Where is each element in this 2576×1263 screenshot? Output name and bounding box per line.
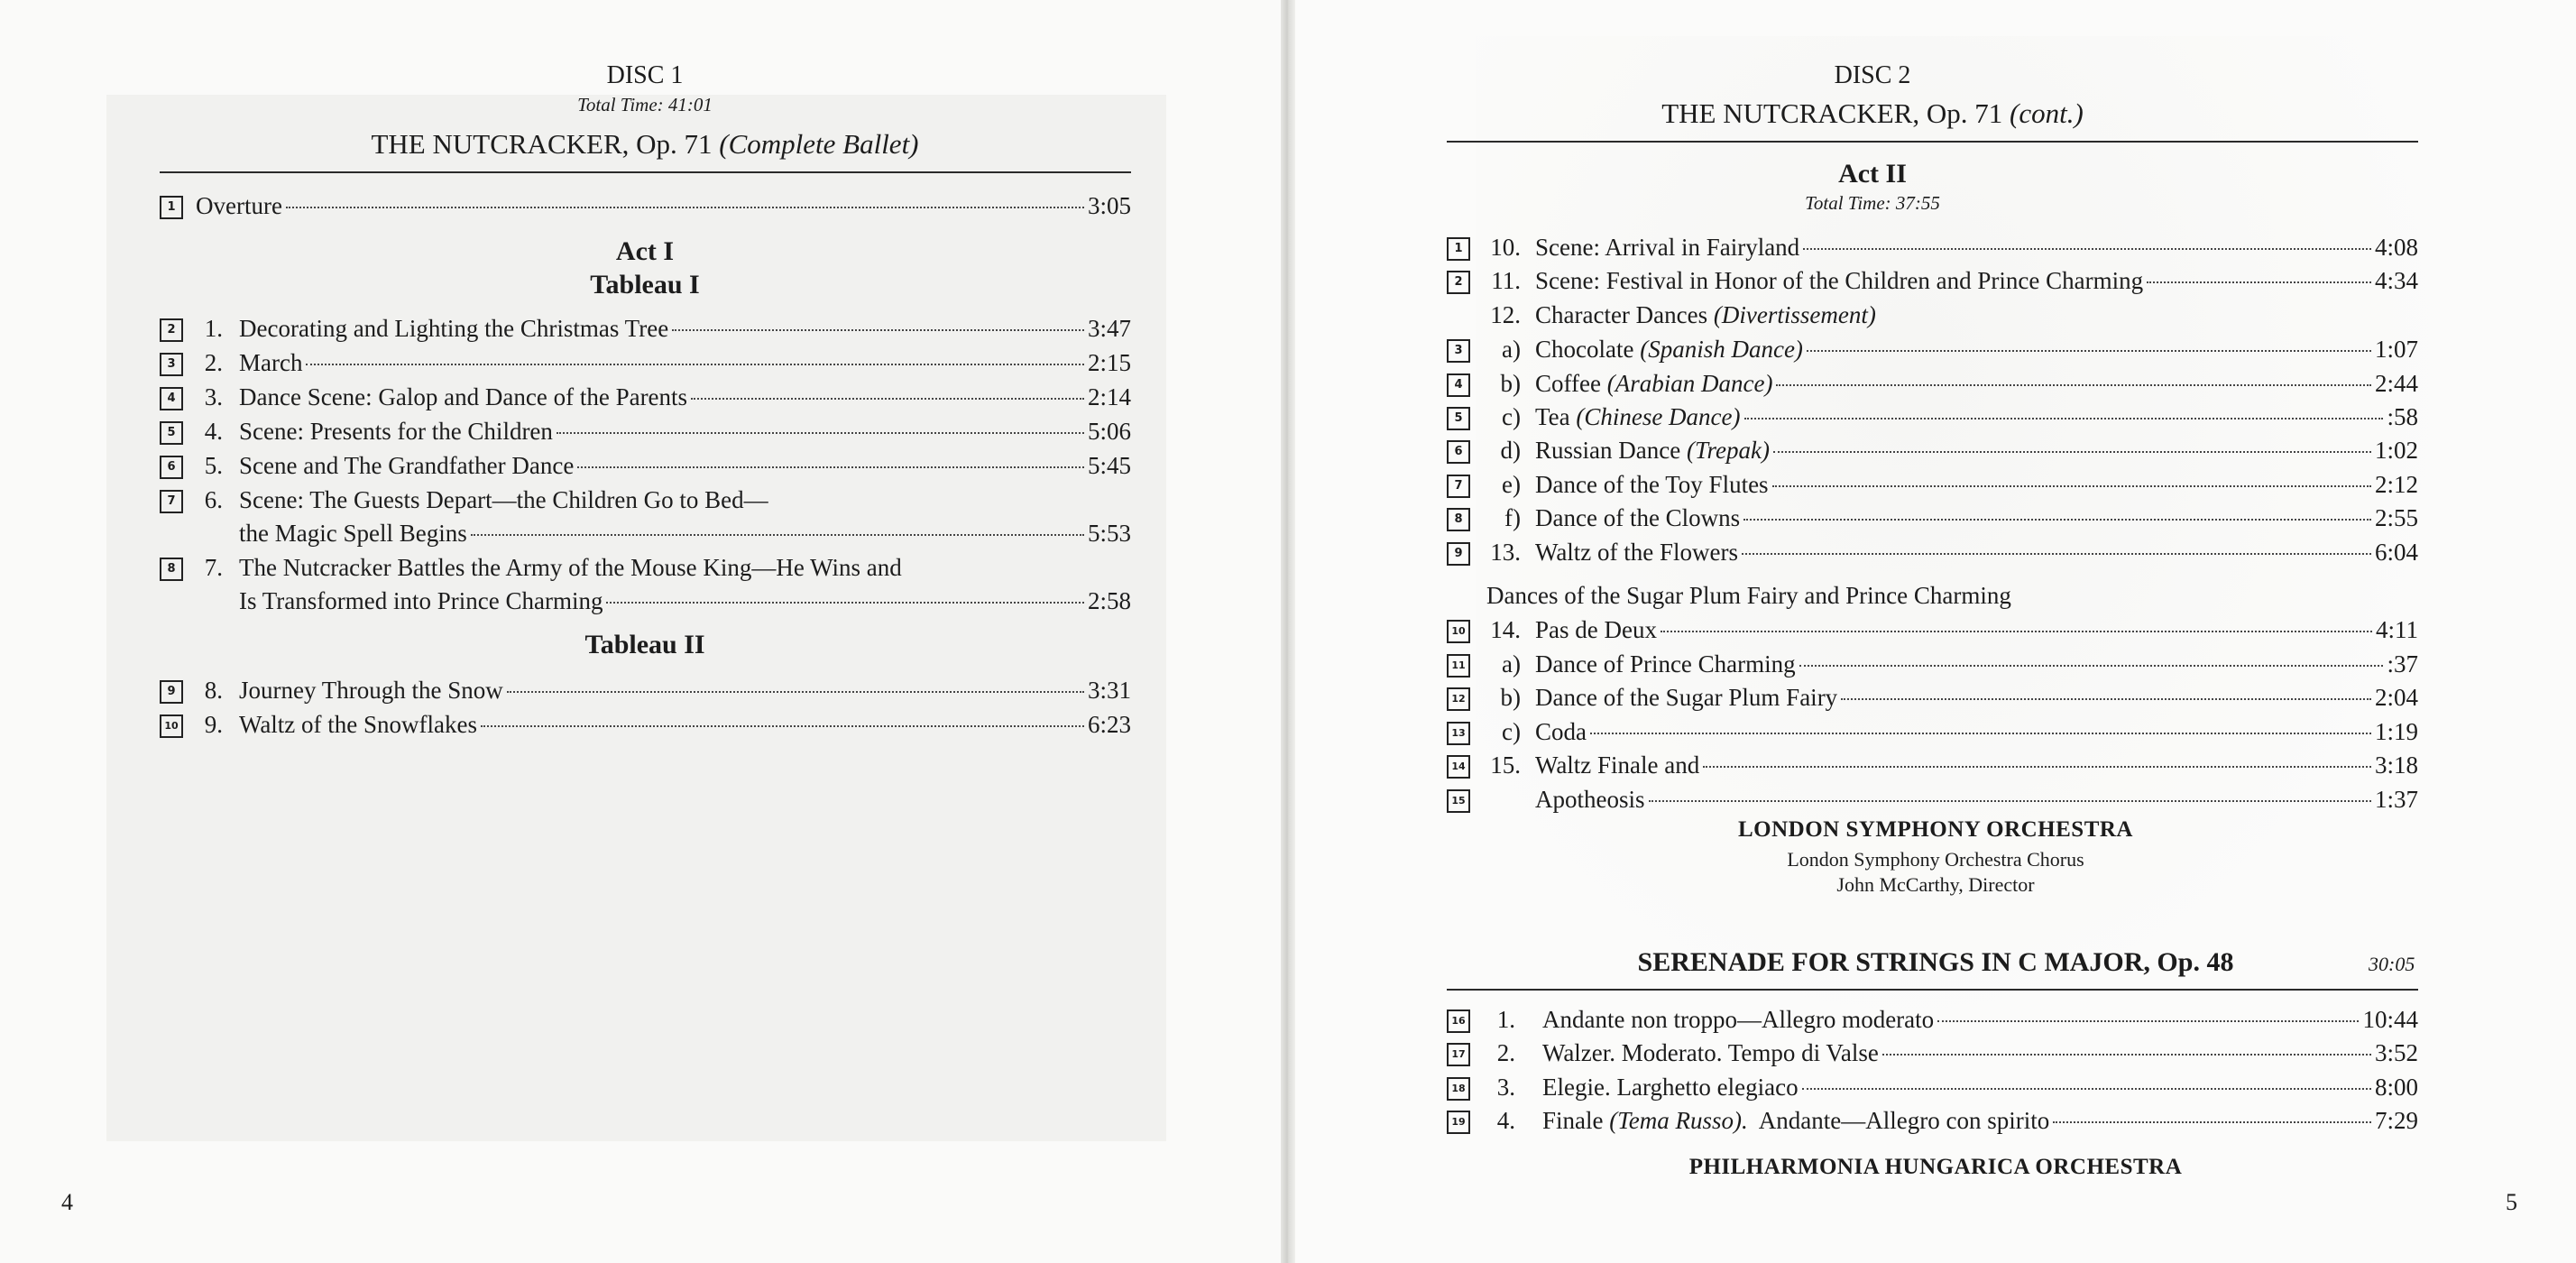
- leader-dots: [306, 364, 1084, 365]
- work-title: [1295, 97, 2450, 130]
- leader-dots: [481, 725, 1084, 727]
- track-time: 3:05: [1087, 192, 1131, 219]
- track-number-box: 2: [160, 318, 183, 342]
- track-number-box: 3: [160, 353, 183, 376]
- track-title-line1: The Nutcracker Battles the Army of the Mouse King—He Wins and: [239, 554, 902, 581]
- leader-dots: [557, 432, 1084, 434]
- track-number-box: 1: [1447, 237, 1470, 261]
- work-subtitle: (cont.): [2010, 97, 2084, 129]
- track-time: 4:08: [2374, 234, 2418, 261]
- track-title: [1542, 1104, 2049, 1137]
- track-row[interactable]: [160, 551, 1131, 584]
- track-time: 2:15: [1087, 349, 1131, 376]
- track-index: d): [1500, 437, 1521, 464]
- track-row-continuation[interactable]: [239, 517, 1131, 549]
- track-index: 14.: [1490, 616, 1521, 643]
- work-title-text: THE NUTCRACKER, Op. 71: [371, 128, 713, 160]
- track-title-line1: Scene: The Guests Depart—the Children Go to Bed—: [239, 486, 768, 513]
- track-title: Scene and The Grandfather Dance: [239, 452, 575, 479]
- track-index: 8.: [204, 677, 223, 704]
- tableau-heading: Tableau I: [590, 270, 700, 300]
- leader-dots: [1590, 733, 2371, 734]
- track-number-box: 2: [1447, 271, 1470, 294]
- track-index: 1.: [204, 315, 223, 342]
- track-title-rest: Andante—Allegro con spirito: [1758, 1107, 2050, 1134]
- track-index: 7.: [204, 554, 223, 581]
- page-number: 5: [2506, 1189, 2517, 1215]
- track-time: 4:34: [2374, 267, 2418, 294]
- track-title: Dance of the Sugar Plum Fairy: [1535, 684, 1838, 711]
- track-number-box: 8: [160, 558, 183, 581]
- track-title: Waltz Finale and: [1535, 751, 1700, 779]
- section-title: Character Dances: [1535, 301, 1708, 328]
- track-time: 7:29: [2374, 1107, 2418, 1134]
- track-title: Journey Through the Snow: [239, 677, 503, 704]
- track-title: Waltz of the Snowflakes: [239, 711, 478, 738]
- title-rule: [160, 171, 1131, 173]
- track-row[interactable]: [160, 381, 1131, 413]
- leader-dots: [1807, 350, 2371, 352]
- leader-dots: [1799, 665, 2384, 667]
- track-index: 3.: [1496, 1074, 1515, 1101]
- serenade-total-time: 30:05: [2369, 953, 2415, 975]
- director-name: John McCarthy, Director: [1836, 873, 2035, 896]
- track-time: :58: [2387, 403, 2418, 430]
- track-title-text: Coffee: [1535, 370, 1601, 397]
- leader-dots: [1744, 418, 2384, 419]
- track-title: [1535, 434, 1770, 466]
- track-index: a): [1502, 336, 1521, 363]
- track-title: March: [239, 349, 303, 376]
- track-index: c): [1502, 403, 1521, 430]
- track-number-box: 8: [1447, 508, 1470, 531]
- tableau-heading: Tableau II: [584, 630, 705, 659]
- page-number: 4: [61, 1189, 73, 1215]
- track-row[interactable]: [1447, 783, 2418, 816]
- track-time: 4:11: [2376, 616, 2418, 643]
- track-row-continuation[interactable]: [239, 585, 1131, 617]
- track-row-overture[interactable]: [160, 189, 1131, 222]
- track-row[interactable]: [1447, 401, 2418, 433]
- track-row[interactable]: [1447, 749, 2418, 781]
- serenade-rule: [1447, 989, 2418, 991]
- track-number-box: 5: [1447, 407, 1470, 430]
- track-row[interactable]: [160, 674, 1131, 706]
- leader-dots: [1703, 766, 2371, 768]
- orchestra-name-2: PHILHARMONIA HUNGARICA ORCHESTRA: [1688, 1155, 2183, 1179]
- track-title: Scene: Presents for the Children: [239, 418, 553, 445]
- track-row[interactable]: [1447, 715, 2418, 748]
- track-row[interactable]: [1447, 264, 2418, 297]
- track-number-box: 13: [1447, 722, 1470, 745]
- leader-dots: [1802, 1088, 2371, 1090]
- track-number-box: 11: [1447, 654, 1470, 678]
- track-number-box: 14: [1447, 755, 1470, 779]
- orchestra-name: LONDON SYMPHONY ORCHESTRA: [1738, 817, 2133, 842]
- track-title: Scene: Festival in Honor of the Children and Prince Charming: [1535, 267, 2144, 294]
- track-time: 3:47: [1087, 315, 1131, 342]
- track-time: 1:37: [2374, 786, 2418, 813]
- track-row[interactable]: [160, 312, 1131, 345]
- track-title: Dance of the Toy Flutes: [1535, 471, 1769, 498]
- track-time: 3:18: [2374, 751, 2418, 779]
- track-index: 2.: [1496, 1039, 1515, 1066]
- track-subtitle: (Spanish Dance): [1640, 336, 1803, 363]
- track-row[interactable]: [160, 415, 1131, 447]
- track-title-text: Russian Dance: [1535, 437, 1681, 464]
- track-index: b): [1500, 370, 1521, 397]
- track-index: 2.: [204, 349, 223, 376]
- track-time: 1:19: [2374, 718, 2418, 745]
- work-title: [0, 128, 1290, 161]
- leader-dots: [2147, 281, 2371, 283]
- leader-dots: [1882, 1054, 2371, 1056]
- track-index: 6.: [204, 486, 223, 513]
- track-number-box: 19: [1447, 1111, 1470, 1134]
- track-index: 11.: [1491, 267, 1521, 294]
- track-title: Apotheosis: [1535, 786, 1645, 813]
- track-time: 6:04: [2374, 539, 2418, 566]
- work-subtitle: (Complete Ballet): [719, 128, 919, 160]
- track-time: 2:58: [1087, 587, 1131, 614]
- track-title: Waltz of the Flowers: [1535, 539, 1739, 566]
- track-index: 4.: [204, 418, 223, 445]
- disc-label: DISC 2: [1834, 61, 1911, 89]
- track-row[interactable]: [1447, 648, 2418, 680]
- track-subtitle: (Chinese Dance): [1576, 403, 1741, 430]
- sugar-plum-heading: Dances of the Sugar Plum Fairy and Prince Charming: [1486, 582, 2011, 609]
- chorus-name: London Symphony Orchestra Chorus: [1787, 848, 2084, 871]
- track-time: 1:02: [2374, 437, 2418, 464]
- track-number-box: 10: [1447, 620, 1470, 643]
- track-row[interactable]: [1447, 681, 2418, 714]
- track-title-line2: Is Transformed into Prince Charming: [239, 587, 603, 614]
- character-dances-heading: [1447, 299, 2418, 331]
- track-number-box: 7: [1447, 475, 1470, 498]
- leader-dots: [1773, 451, 2371, 453]
- act-heading: Act II: [1838, 159, 1907, 189]
- book-gutter: [1281, 0, 1295, 1263]
- track-number-box: 15: [1447, 789, 1470, 813]
- track-number-box: 1: [160, 196, 183, 219]
- track-index: 5.: [204, 452, 223, 479]
- leader-dots: [1803, 248, 2371, 250]
- leader-dots: [1841, 698, 2371, 700]
- track-number-box: 9: [160, 680, 183, 704]
- leader-dots: [1772, 485, 2371, 487]
- track-title: Elegie. Larghetto elegiaco: [1542, 1074, 1799, 1101]
- track-title: Andante non troppo—Allegro moderato: [1542, 1006, 1935, 1033]
- track-time: 5:06: [1087, 418, 1131, 445]
- track-row[interactable]: [1447, 613, 2418, 646]
- left-page: [0, 0, 1281, 1263]
- track-time: 3:31: [1087, 677, 1131, 704]
- leader-dots: [1661, 631, 2372, 632]
- title-rule: [1447, 141, 2418, 143]
- track-index: b): [1500, 684, 1521, 711]
- track-time: 3:52: [2374, 1039, 2418, 1066]
- track-time: 1:07: [2374, 336, 2418, 363]
- track-time: 5:53: [1087, 520, 1131, 547]
- track-time: 6:23: [1087, 711, 1131, 738]
- track-subtitle: (Arabian Dance): [1606, 370, 1773, 397]
- track-index: 9.: [204, 711, 223, 738]
- track-index: c): [1502, 718, 1521, 745]
- track-row[interactable]: [1447, 1104, 2418, 1137]
- leader-dots: [507, 691, 1084, 693]
- track-title-text: Tea: [1535, 403, 1570, 430]
- track-title: Dance Scene: Galop and Dance of the Parents: [239, 383, 688, 410]
- track-index: 4.: [1496, 1107, 1515, 1134]
- track-time: :37: [2387, 650, 2418, 678]
- track-index: a): [1502, 650, 1521, 678]
- track-subtitle: (Trepak): [1686, 437, 1770, 464]
- track-index: e): [1502, 471, 1521, 498]
- track-index: 3.: [204, 383, 223, 410]
- track-number-box: 9: [1447, 542, 1470, 566]
- track-title-text: Finale: [1542, 1107, 1604, 1134]
- track-time: 5:45: [1087, 452, 1131, 479]
- track-title: Pas de Deux: [1535, 616, 1657, 643]
- track-index: 1.: [1496, 1006, 1515, 1033]
- track-time: 2:12: [2374, 471, 2418, 498]
- track-time: 8:00: [2374, 1074, 2418, 1101]
- right-page: [1295, 0, 2576, 1263]
- track-row[interactable]: [160, 449, 1131, 482]
- track-index: 13.: [1490, 539, 1521, 566]
- track-time: 2:44: [2374, 370, 2418, 397]
- track-number-box: 6: [1447, 440, 1470, 464]
- leader-dots: [691, 398, 1084, 400]
- track-time: 10:44: [2362, 1006, 2418, 1033]
- track-number-box: 10: [160, 714, 183, 738]
- track-number-box: 3: [1447, 339, 1470, 363]
- track-subtitle: (Tema Russo).: [1609, 1107, 1748, 1134]
- track-time: 2:14: [1087, 383, 1131, 410]
- leader-dots: [1649, 800, 2371, 802]
- track-time: 2:55: [2374, 504, 2418, 531]
- track-row[interactable]: [1447, 333, 2418, 365]
- track-number-box: 7: [160, 490, 183, 513]
- track-index: 12.: [1490, 301, 1521, 328]
- track-index: f): [1504, 504, 1521, 531]
- track-index: 15.: [1490, 751, 1521, 779]
- track-number-box: 17: [1447, 1043, 1470, 1066]
- track-title: Coda: [1535, 718, 1587, 745]
- act-heading: Act I: [615, 236, 675, 266]
- track-title: Scene: Arrival in Fairyland: [1535, 234, 1800, 261]
- leader-dots: [577, 466, 1084, 468]
- leader-dots: [606, 602, 1084, 604]
- track-number-box: 6: [160, 456, 183, 479]
- leader-dots: [471, 534, 1084, 536]
- leader-dots: [1937, 1020, 2359, 1022]
- track-title-line2: the Magic Spell Begins: [239, 520, 467, 547]
- track-title: Dance of Prince Charming: [1535, 650, 1796, 678]
- track-number-box: 18: [1447, 1077, 1470, 1101]
- leader-dots: [1743, 519, 2371, 521]
- track-title: Overture: [196, 192, 282, 219]
- track-title: [1535, 333, 1803, 365]
- track-row[interactable]: [160, 484, 1131, 516]
- track-number-box: 4: [1447, 373, 1470, 397]
- track-title: Decorating and Lighting the Christmas Tree: [239, 315, 669, 342]
- track-title-text: Chocolate: [1535, 336, 1634, 363]
- track-time: 2:04: [2374, 684, 2418, 711]
- total-time: Total Time: 41:01: [577, 94, 713, 115]
- leader-dots: [1776, 384, 2371, 386]
- track-row[interactable]: [160, 346, 1131, 379]
- track-row[interactable]: [1447, 536, 2418, 568]
- total-time: Total Time: 37:55: [1805, 192, 1940, 214]
- track-row[interactable]: [1447, 367, 2418, 400]
- work-title-text: THE NUTCRACKER, Op. 71: [1661, 97, 2003, 129]
- track-row[interactable]: [1447, 231, 2418, 263]
- section-subtitle: (Divertissement): [1713, 301, 1876, 328]
- leader-dots: [1742, 553, 2371, 555]
- track-row[interactable]: [1447, 1071, 2418, 1103]
- leader-dots: [672, 329, 1084, 331]
- track-title: Walzer. Moderato. Tempo di Valse: [1542, 1039, 1879, 1066]
- track-row[interactable]: [1447, 1003, 2418, 1036]
- track-title: Dance of the Clowns: [1535, 504, 1741, 531]
- disc-label: DISC 1: [606, 61, 684, 89]
- leader-dots: [2053, 1121, 2371, 1123]
- track-row[interactable]: [160, 708, 1131, 741]
- track-row[interactable]: [1447, 1037, 2418, 1069]
- leader-dots: [286, 207, 1084, 208]
- track-row[interactable]: [1447, 434, 2418, 466]
- track-number-box: 12: [1447, 687, 1470, 711]
- serenade-title: SERENADE FOR STRINGS IN C MAJOR, Op. 48: [1637, 947, 2234, 977]
- track-title: [1535, 367, 1772, 400]
- track-index: 10.: [1490, 234, 1521, 261]
- track-number-box: 4: [160, 387, 183, 410]
- track-number-box: 16: [1447, 1009, 1470, 1033]
- track-row[interactable]: [1447, 502, 2418, 534]
- track-title: [1535, 401, 1741, 433]
- track-number-box: 5: [160, 421, 183, 445]
- track-row[interactable]: [1447, 468, 2418, 501]
